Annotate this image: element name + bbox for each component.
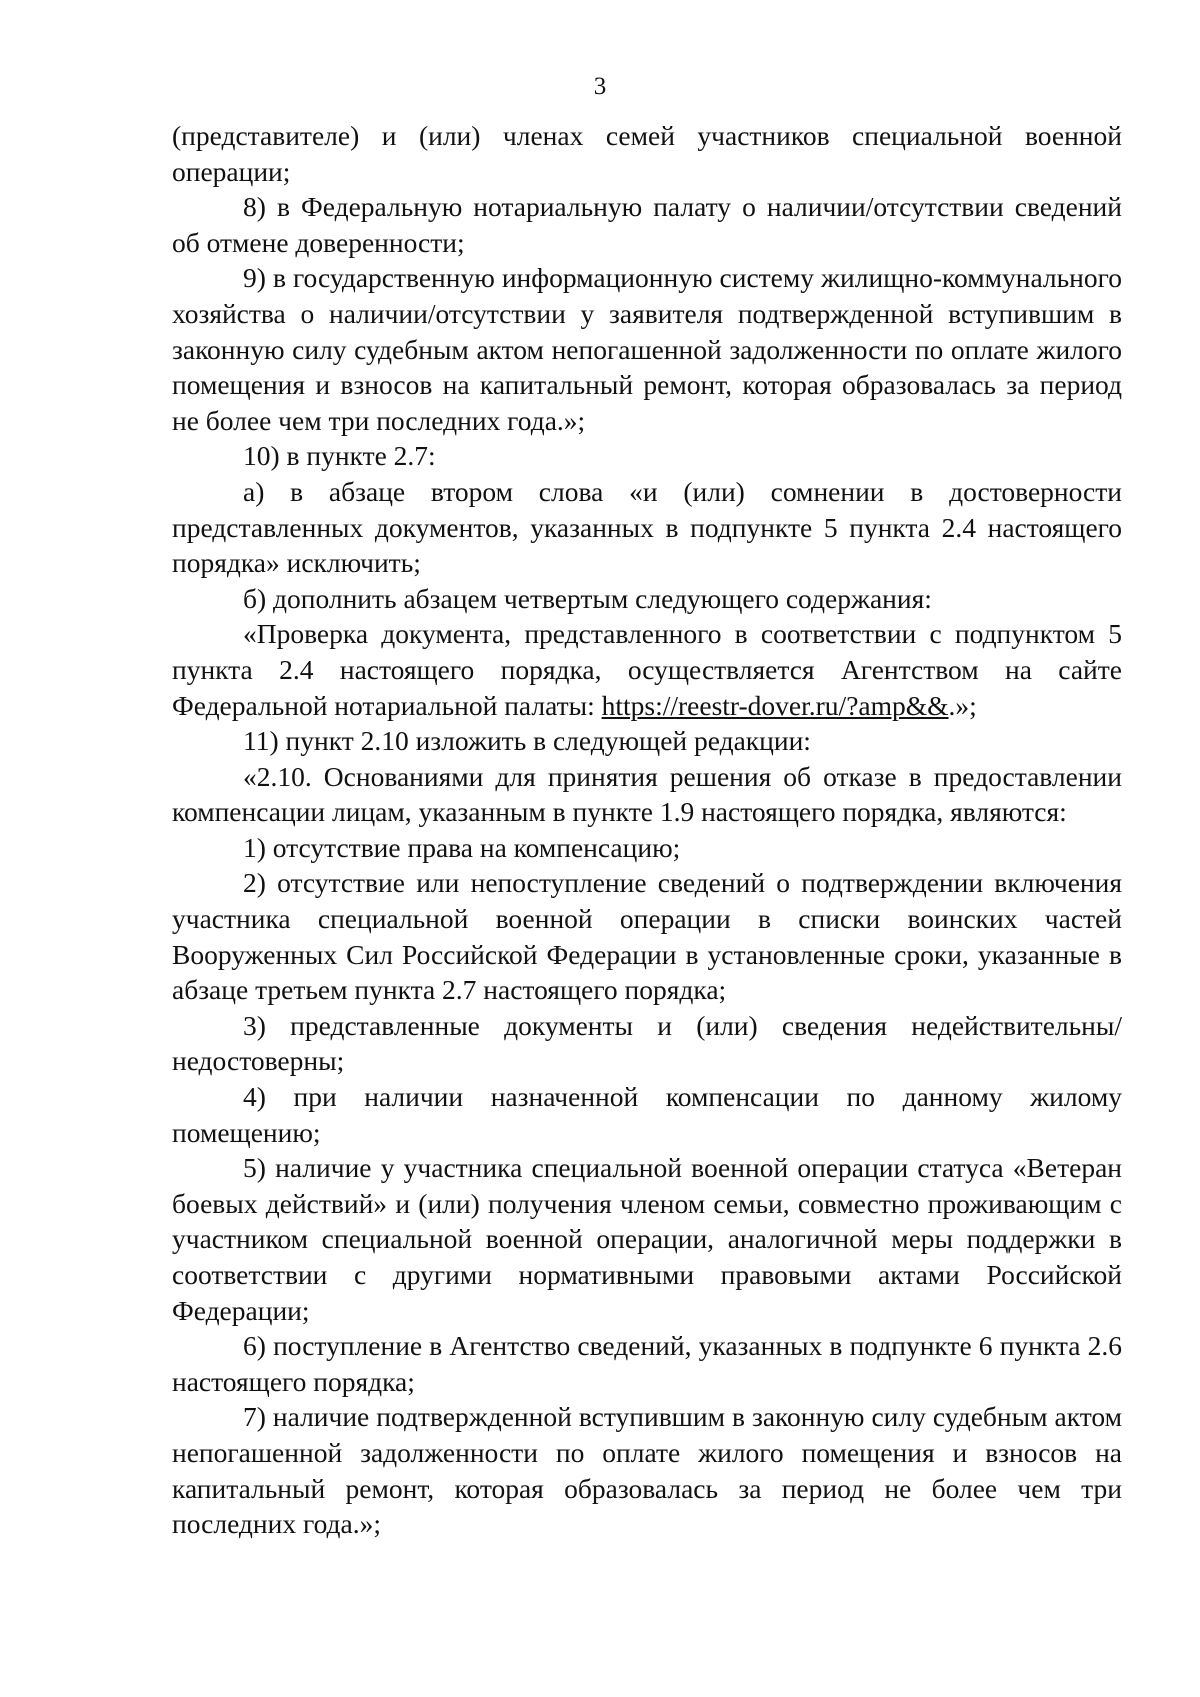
- paragraph-representative: (представителе) и (или) членах семей участников специальной военной операции;: [172, 120, 1122, 187]
- paragraph-ground-3: 3) представленные документы и (или) сведения недействительны/недостоверны;: [172, 1009, 1122, 1077]
- paragraph-ground-6: 6) поступление в Агентство сведений, указанных в подпункте 6 пункта 2.6 настоящего порядка;: [172, 1330, 1122, 1397]
- paragraph-ground-1: 1) отсутствие права на компенсацию;: [243, 831, 681, 863]
- paragraph-subitem-a: а) в абзаце втором слова «и (или) сомнении в достоверности представленных документов, указанных в подпункте 5 пункта 2.4 настоящего порядка» исключить;: [172, 475, 1122, 579]
- paragraph-subitem-b: б) дополнить абзацем четвертым следующего содержания:: [243, 582, 932, 614]
- paragraph-ground-5: 5) наличие у участника специальной военной операции статуса «Ветеран боевых действий» и (или) получения членом семьи, совместно проживающим с участником специальной военной операции, аналогичной меры поддержки в соответствии с другими нормативными правовыми актами Российской Федерации;: [172, 1152, 1122, 1326]
- paragraph-item-8: 8) в Федеральную нотариальную палату о наличии/отсутствии сведений об отмене доверенности;: [172, 191, 1122, 258]
- paragraph-item-9: 9) в государственную информационную систему жилищно-коммунального хозяйства о наличии/отсутствии у заявителя подтвержденной вступившим в законную силу судебным актом непогашенной задолженности по оплате жилого помещения и взносов на капитальный ремонт, которая образовалась за период не более чем три последних года.»;: [172, 262, 1122, 436]
- verification-text: «Проверка документа, представленного в соответствии с подпунктом 5 пункта 2.4 настоящего порядка, осуществляется Агентством на сайте Федеральной нотариальной палаты:: [172, 618, 1122, 721]
- paragraph-2-10: «2.10. Основаниями для принятия решения об отказе в предоставлении компенсации лицам, указанным в пункте 1.9 настоящего порядка, являются:: [172, 760, 1122, 828]
- verification-text-end: .»;: [948, 689, 977, 721]
- paragraph-verification: [172, 616, 1122, 723]
- paragraph-item-11: 11) пункт 2.10 изложить в следующей редакции:: [243, 725, 811, 757]
- document-body: [172, 118, 1122, 1542]
- paragraph-item-10: 10) в пункте 2.7:: [243, 440, 436, 472]
- notary-registry-link[interactable]: https://reestr-dover.ru/?amp&&: [601, 689, 949, 721]
- paragraph-ground-2: 2) отсутствие или непоступление сведений о подтверждении включения участника специальной военной операции в списки воинских частей Вооруженных Сил Российской Федерации в установленные сроки, указанные в абзаце третьем пункта 2.7 настоящего порядка;: [172, 867, 1122, 1006]
- paragraph-ground-7: 7) наличие подтвержденной вступившим в законную силу судебным актом непогашенной задолженности по оплате жилого помещения и взносов на капитальный ремонт, которая образовалась за период не более чем три последних года.»;: [172, 1401, 1122, 1540]
- paragraph-ground-4: 4) при наличии назначенной компенсации по данному жилому помещению;: [172, 1081, 1122, 1148]
- page-number: 3: [593, 73, 607, 100]
